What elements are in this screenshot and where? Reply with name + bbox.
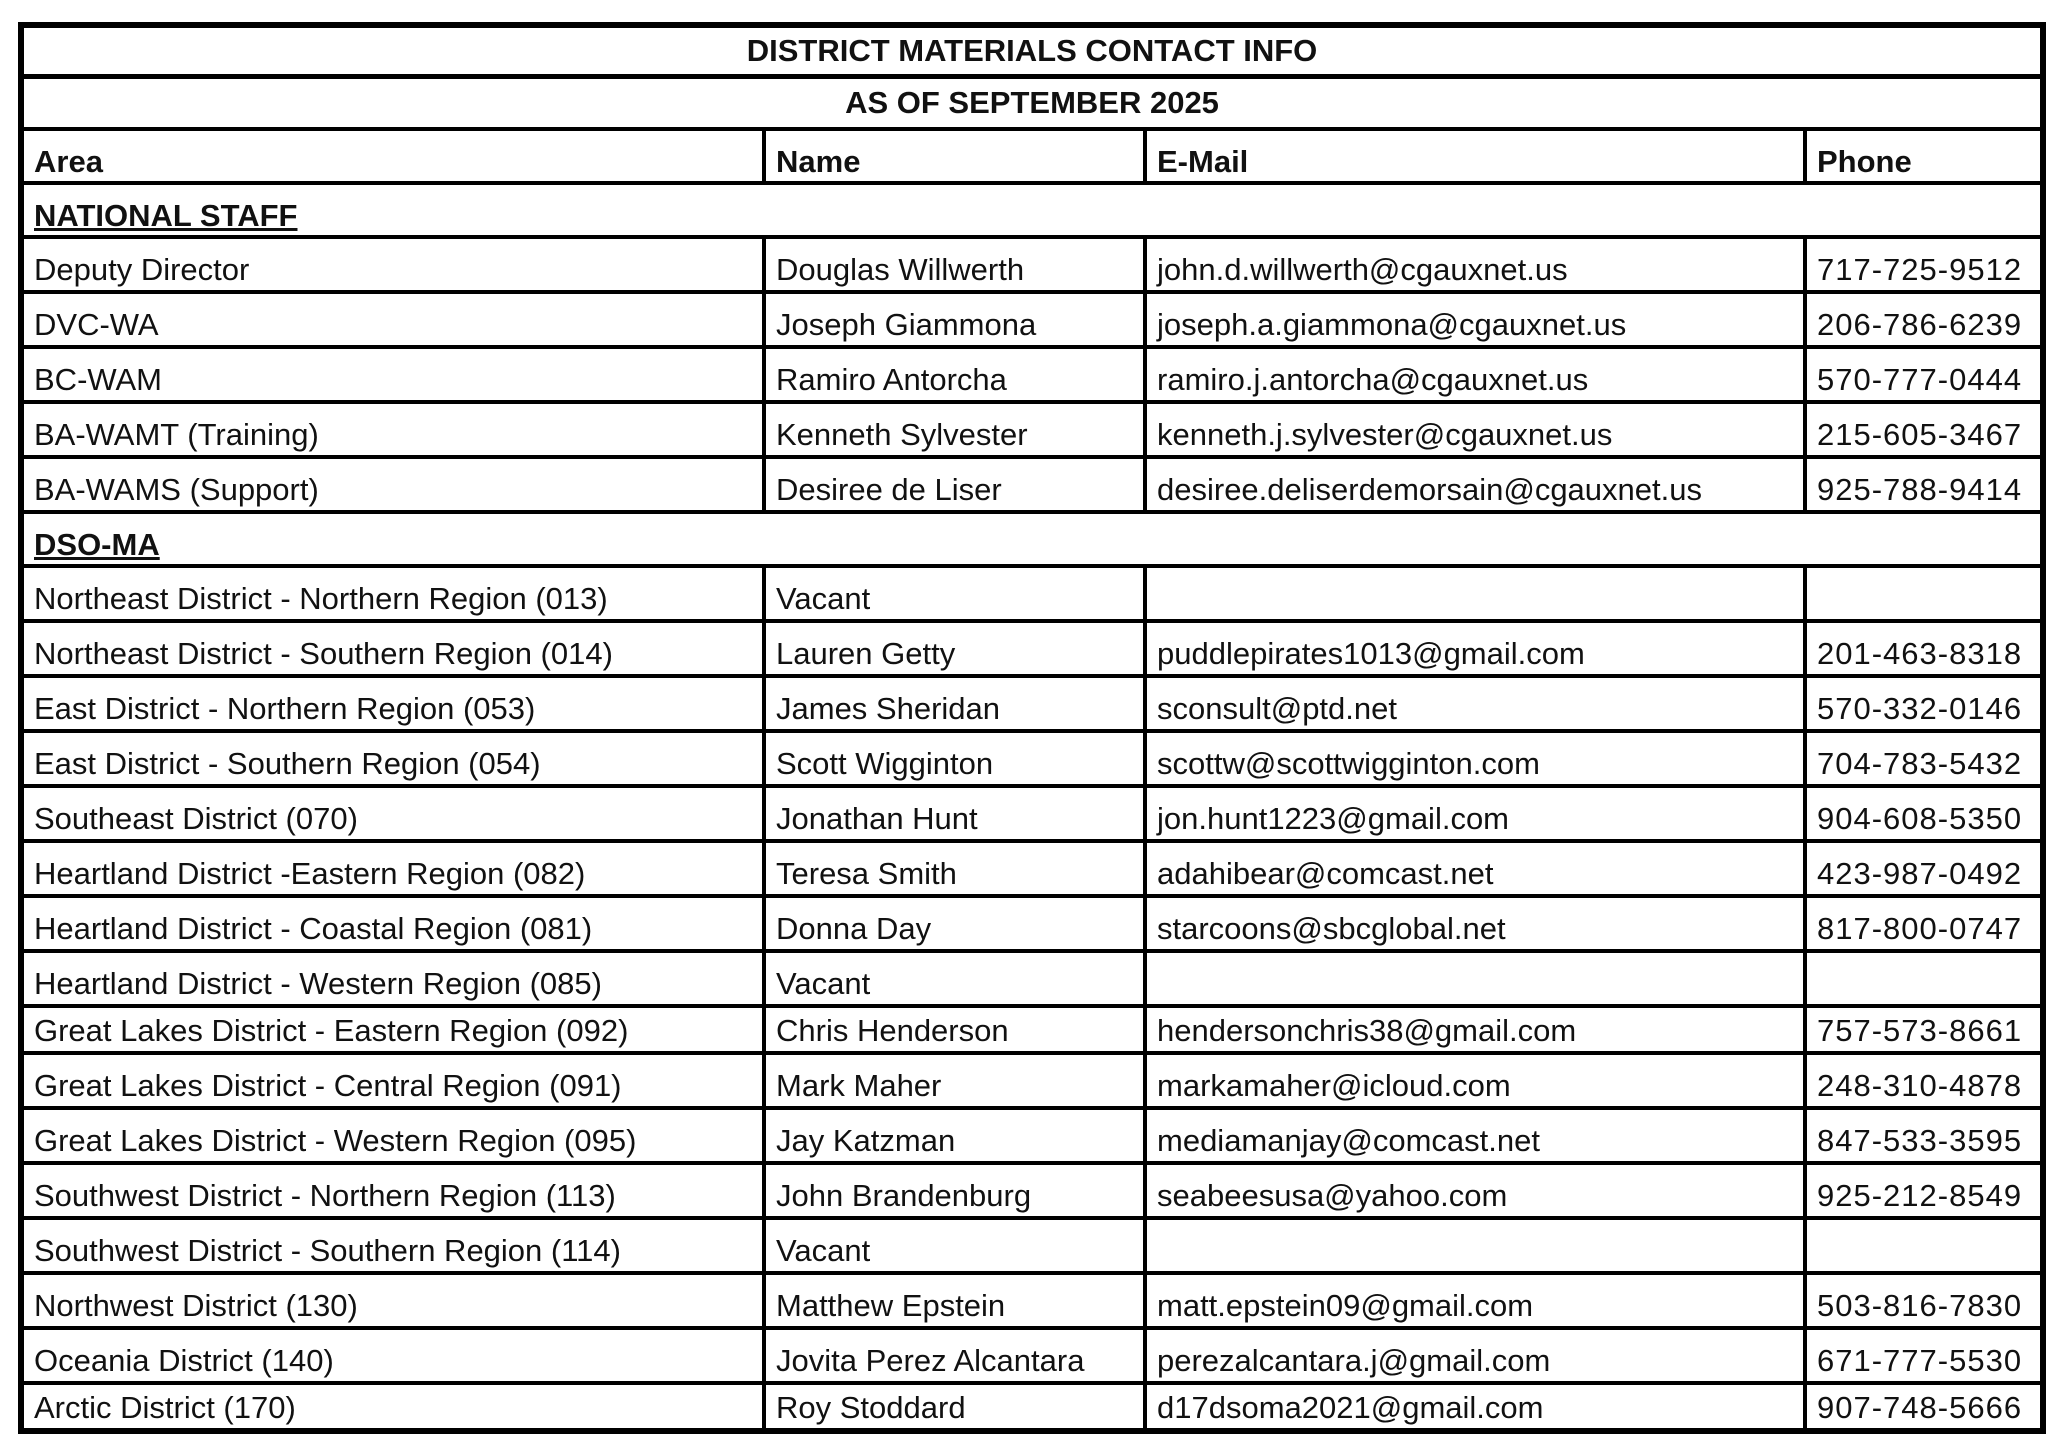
table-row <box>21 1328 2043 1383</box>
phone-cell: 503-816-7830 <box>1805 1273 2043 1328</box>
phone-cell <box>1805 566 2043 621</box>
phone-cell: 717-725-9512 <box>1805 237 2043 292</box>
column-header-email: E-Mail <box>1145 129 1805 183</box>
email-cell[interactable]: seabeesusa@yahoo.com <box>1145 1163 1805 1218</box>
document-subtitle: AS OF SEPTEMBER 2025 <box>21 77 2043 130</box>
name-cell: Jay Katzman <box>764 1108 1145 1163</box>
table-row <box>21 841 2043 896</box>
area-cell: Great Lakes District - Central Region (091) <box>21 1053 764 1108</box>
name-cell: Desiree de Liser <box>764 457 1145 512</box>
name-cell: Vacant <box>764 566 1145 621</box>
name-cell: Mark Maher <box>764 1053 1145 1108</box>
area-cell: BA-WAMT (Training) <box>21 402 764 457</box>
area-cell: BA-WAMS (Support) <box>21 457 764 512</box>
table-row <box>21 292 2043 347</box>
phone-cell: 925-212-8549 <box>1805 1163 2043 1218</box>
email-cell[interactable]: kenneth.j.sylvester@cgauxnet.us <box>1145 402 1805 457</box>
area-cell: East District - Southern Region (054) <box>21 731 764 786</box>
email-cell[interactable]: d17dsoma2021@gmail.com <box>1145 1383 1805 1431</box>
email-cell <box>1145 1218 1805 1273</box>
area-cell: Oceania District (140) <box>21 1328 764 1383</box>
name-cell: Jonathan Hunt <box>764 786 1145 841</box>
name-cell: James Sheridan <box>764 676 1145 731</box>
phone-cell <box>1805 951 2043 1006</box>
name-cell: Scott Wigginton <box>764 731 1145 786</box>
email-cell[interactable]: puddlepirates1013@gmail.com <box>1145 621 1805 676</box>
column-header-phone: Phone <box>1805 129 2043 183</box>
name-cell: Teresa Smith <box>764 841 1145 896</box>
phone-cell: 671-777-5530 <box>1805 1328 2043 1383</box>
area-cell: Great Lakes District - Western Region (095) <box>21 1108 764 1163</box>
email-cell[interactable]: starcoons@sbcglobal.net <box>1145 896 1805 951</box>
name-cell: John Brandenburg <box>764 1163 1145 1218</box>
area-cell: DVC-WA <box>21 292 764 347</box>
header-row <box>21 129 2043 183</box>
column-header-area: Area <box>21 129 764 183</box>
area-cell: Heartland District - Coastal Region (081) <box>21 896 764 951</box>
area-cell: Southwest District - Southern Region (114) <box>21 1218 764 1273</box>
area-cell: Deputy Director <box>21 237 764 292</box>
table-row <box>21 566 2043 621</box>
table-row <box>21 457 2043 512</box>
table-row <box>21 402 2043 457</box>
table-row <box>21 1006 2043 1053</box>
phone-cell: 423-987-0492 <box>1805 841 2043 896</box>
table-row <box>21 1383 2043 1431</box>
table-row <box>21 1163 2043 1218</box>
email-cell[interactable]: adahibear@comcast.net <box>1145 841 1805 896</box>
phone-cell: 907-748-5666 <box>1805 1383 2043 1431</box>
area-cell: BC-WAM <box>21 347 764 402</box>
table-row <box>21 347 2043 402</box>
area-cell: Northwest District (130) <box>21 1273 764 1328</box>
area-cell: Great Lakes District - Eastern Region (092) <box>21 1006 764 1053</box>
section-heading-row <box>21 183 2043 237</box>
name-cell: Vacant <box>764 1218 1145 1273</box>
email-cell[interactable]: sconsult@ptd.net <box>1145 676 1805 731</box>
table-row <box>21 621 2043 676</box>
phone-cell: 201-463-8318 <box>1805 621 2043 676</box>
email-cell[interactable]: joseph.a.giammona@cgauxnet.us <box>1145 292 1805 347</box>
phone-cell: 847-533-3595 <box>1805 1108 2043 1163</box>
email-cell[interactable]: perezalcantara.j@gmail.com <box>1145 1328 1805 1383</box>
name-cell: Ramiro Antorcha <box>764 347 1145 402</box>
title-row <box>21 25 2043 77</box>
email-cell[interactable]: john.d.willwerth@cgauxnet.us <box>1145 237 1805 292</box>
contact-sheet <box>18 22 2040 1434</box>
area-cell: Northeast District - Southern Region (014) <box>21 621 764 676</box>
area-cell: Heartland District - Western Region (085) <box>21 951 764 1006</box>
section-heading-dso-ma: DSO-MA <box>34 526 160 562</box>
table-row <box>21 237 2043 292</box>
table-row <box>21 731 2043 786</box>
area-cell: Heartland District -Eastern Region (082) <box>21 841 764 896</box>
table-row <box>21 1273 2043 1328</box>
email-cell[interactable]: scottw@scottwigginton.com <box>1145 731 1805 786</box>
table-row <box>21 1218 2043 1273</box>
name-cell: Kenneth Sylvester <box>764 402 1145 457</box>
table-row <box>21 1053 2043 1108</box>
phone-cell: 925-788-9414 <box>1805 457 2043 512</box>
column-header-name: Name <box>764 129 1145 183</box>
phone-cell: 570-777-0444 <box>1805 347 2043 402</box>
area-cell: East District - Northern Region (053) <box>21 676 764 731</box>
name-cell: Lauren Getty <box>764 621 1145 676</box>
phone-cell <box>1805 1218 2043 1273</box>
name-cell: Vacant <box>764 951 1145 1006</box>
document-title: DISTRICT MATERIALS CONTACT INFO <box>21 25 2043 77</box>
phone-cell: 206-786-6239 <box>1805 292 2043 347</box>
subtitle-row <box>21 77 2043 130</box>
phone-cell: 817-800-0747 <box>1805 896 2043 951</box>
phone-cell: 704-783-5432 <box>1805 731 2043 786</box>
email-cell[interactable]: matt.epstein09@gmail.com <box>1145 1273 1805 1328</box>
email-cell[interactable]: ramiro.j.antorcha@cgauxnet.us <box>1145 347 1805 402</box>
phone-cell: 570-332-0146 <box>1805 676 2043 731</box>
table-row <box>21 896 2043 951</box>
table-row <box>21 951 2043 1006</box>
area-cell: Southeast District (070) <box>21 786 764 841</box>
email-cell[interactable]: desiree.deliserdemorsain@cgauxnet.us <box>1145 457 1805 512</box>
table-row <box>21 1108 2043 1163</box>
phone-cell: 215-605-3467 <box>1805 402 2043 457</box>
phone-cell: 248-310-4878 <box>1805 1053 2043 1108</box>
table-row <box>21 676 2043 731</box>
email-cell[interactable]: mediamanjay@comcast.net <box>1145 1108 1805 1163</box>
name-cell: Chris Henderson <box>764 1006 1145 1053</box>
section-heading-row <box>21 512 2043 566</box>
email-cell[interactable]: hendersonchris38@gmail.com <box>1145 1006 1805 1053</box>
area-cell: Arctic District (170) <box>21 1383 764 1431</box>
contact-table <box>18 22 2046 1434</box>
phone-cell: 904-608-5350 <box>1805 786 2043 841</box>
name-cell: Joseph Giammona <box>764 292 1145 347</box>
name-cell: Douglas Willwerth <box>764 237 1145 292</box>
phone-cell: 757-573-8661 <box>1805 1006 2043 1053</box>
area-cell: Southwest District - Northern Region (113) <box>21 1163 764 1218</box>
email-cell <box>1145 566 1805 621</box>
table-row <box>21 786 2043 841</box>
name-cell: Donna Day <box>764 896 1145 951</box>
section-heading-national-staff: NATIONAL STAFF <box>34 197 298 233</box>
area-cell: Northeast District - Northern Region (013) <box>21 566 764 621</box>
email-cell[interactable]: jon.hunt1223@gmail.com <box>1145 786 1805 841</box>
email-cell <box>1145 951 1805 1006</box>
name-cell: Matthew Epstein <box>764 1273 1145 1328</box>
email-cell[interactable]: markamaher@icloud.com <box>1145 1053 1805 1108</box>
name-cell: Jovita Perez Alcantara <box>764 1328 1145 1383</box>
name-cell: Roy Stoddard <box>764 1383 1145 1431</box>
